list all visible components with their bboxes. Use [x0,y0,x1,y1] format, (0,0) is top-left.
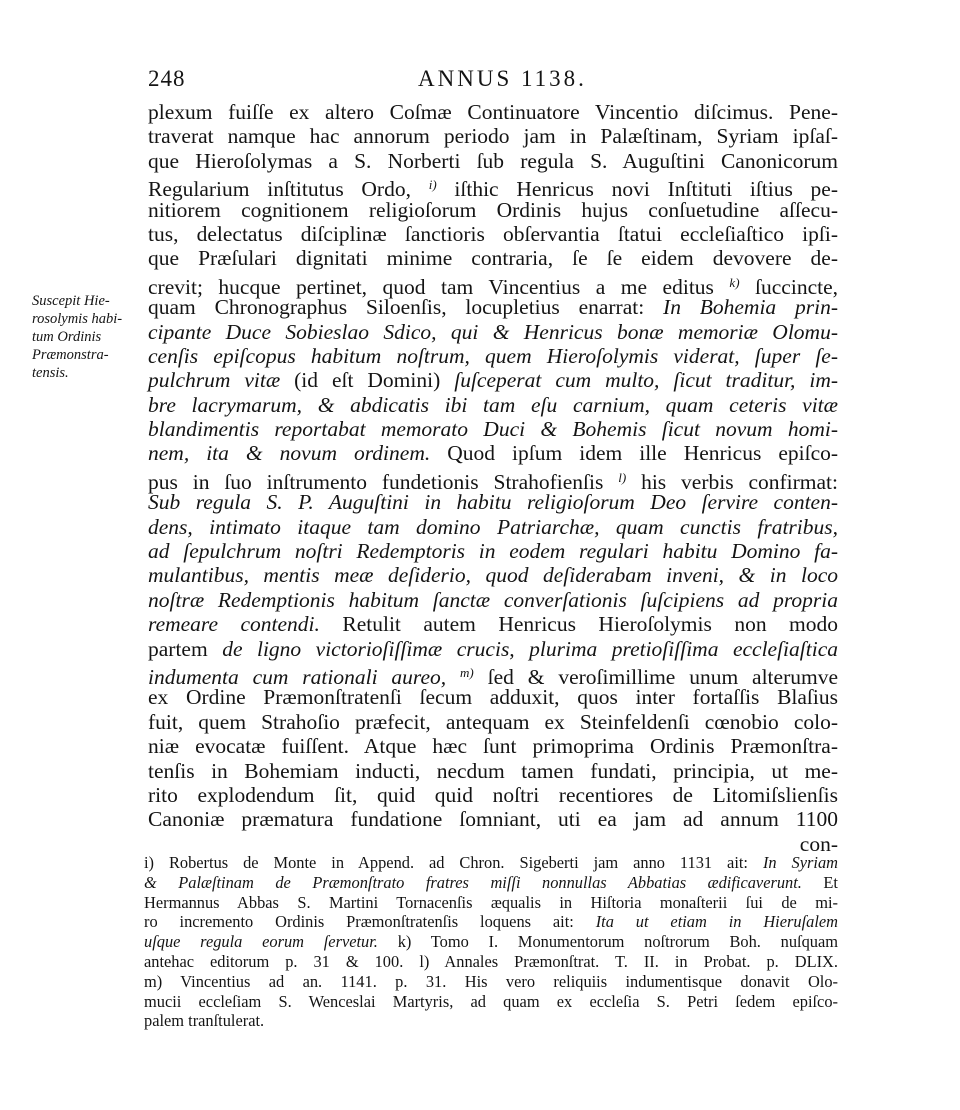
text-line: niæ evocatæ fuiſſent. Atque hæc ſunt primoprima Ordinis Præmonſtra- [148,734,838,759]
text-run: k) Tomo I. Monumentorum noſtrorum Boh. nuſquam [397,932,838,952]
running-title: ANNUS 1138. [418,66,587,91]
running-head [148,60,848,94]
text-run: iſthic Henricus novi Inſtituti iſtius pe- [454,177,839,202]
footnote-line: m) Vincentius ad an. 1141. p. 31. His vero reliquiis indumentisque donavit Olo- [144,971,838,991]
text-line: tus, delectatus diſciplinæ ſanctioris obſervantia ſtatui eccleſiaſtico ipſi- [148,221,838,246]
footnote-mark: l) [618,469,627,485]
page-number: 248 [148,66,186,91]
text-line [148,661,838,689]
quote-run: In Bohemia prin- [663,295,838,320]
text-line: traverat namque hac annorum periodo jam in Palæſtinam, Syriam ipſaſ- [148,124,838,149]
quote-run: uſque regula eorum ſervetur. [144,932,378,952]
text-run: pus in ſuo inſtrumento fundetionis Strahofienſis [148,469,604,494]
text-run: his verbis confirmat: [641,469,839,494]
margin-note-line: rosolymis habi- [32,311,123,327]
text-run: crevit; hucque pertinet, quod tam Vincentius a me editus [148,274,714,299]
footnote-line: Hermannus Abbas S. Martini Tornacenſis æqualis in Hiſtoria monaſterii ſui de mi- [144,892,838,912]
text-run: Retulit autem Henricus Hieroſolymis non modo [342,612,839,637]
text-run: partem [148,636,208,661]
text-line: cenſis epiſcopus habitum noſtrum, quem Hieroſolymis viderat, ſuper ſe- [148,343,838,368]
footnote-mark: m) [460,664,474,680]
text-line: noſtræ Redemptionis habitum ſanctæ converſationis ſuſcipiens ad propria [148,587,838,612]
text-line: que Hieroſolymas a S. Norberti ſub regula S. Auguſtini Canonicorum [148,148,838,173]
text-run: Regularium inſtitutus Ordo, [148,177,411,202]
text-line [148,295,838,319]
margin-note-line: Suscepit Hie- [32,293,110,309]
text-run: ſed & veroſimillime unum alterumve [487,664,838,689]
footnote-line [144,873,838,893]
text-run: antehac editorum p. 31 & 100. [144,951,404,971]
quote-run: de ligno victorioſiſſimæ crucis, plurima pretioſiſſima eccleſiaſtica [222,636,838,661]
text-run: Et [823,872,838,892]
text-line: fuit, quem Strahoſio præfecit, antequam ex Steinfeldenſi cœnobio colo- [148,709,838,734]
footnote-line: mucii eccleſiam S. Wenceslai Martyris, ad quam ex eccleſia S. Petri ſedem epiſco- [144,991,838,1011]
text-line [148,271,838,299]
text-run: (id eſt Domini) [294,368,441,393]
margin-note [32,292,142,382]
quote-run: remeare contendi. [148,612,320,637]
text-run: l) Annales Præmonſtrat. T. II. in Probat. p. DLIX. [419,951,838,971]
margin-note-line: tensis. [32,365,69,381]
quote-run: In Syriam [762,853,838,872]
quote-run: & Palæſtinam de Præmonſtrato fratres miſſi nonnullas Abbatias ædificaverunt. [144,872,802,892]
quote-run: Ita ut etiam in Hieruſalem [595,912,838,932]
quote-run: ſuſceperat cum multo, ſicut traditur, im- [454,368,839,393]
text-run: ſuccincte, [755,274,838,299]
text-run: i) Robertus de Monte in Append. ad Chron. Sigeberti jam anno 1131 ait: [144,853,748,872]
text-line: rito explodendum ſit, quid quid noſtri recentiores de Litomiſslienſis [148,782,838,807]
footnote-mark: k) [729,274,740,290]
footnote-line [144,912,838,932]
quote-run: nem, ita & novum ordinem. [148,441,431,466]
text-run: quam Chronographus Siloenſis, locupletius enarrat: [148,295,645,320]
text-line: plexum fuiſſe ex altero Coſmæ Continuatore Vincentio diſcimus. Pene- [148,100,838,124]
text-line [148,441,838,465]
footnote-line [144,932,838,952]
text-line: ad ſepulchrum noſtri Redemptoris in eodem regulari habitu Domino fa- [148,539,838,564]
text-line: cipante Duce Sobieslao Sdico, qui & Henricus bonæ memoriæ Olomu- [148,319,838,344]
quote-run: pulchrum vitæ [148,368,281,393]
margin-note-line: tum Ordinis [32,329,102,345]
text-line: Canoniæ præmatura fundatione ſomniant, uti ea jam ad annum 1100 [148,807,838,832]
text-line: ex Ordine Præmonſtratenſi ſecum adduxit, quos inter fortaſſis Blaſius [148,685,838,710]
footnote-mark: i) [428,177,437,193]
footnote-line: palem tranſtulerat. [144,1011,265,1031]
text-line [148,612,838,636]
text-run: Quod ipſum idem ille Henricus epiſco- [447,441,839,466]
text-run: ro incremento Ordinis Præmonſtratenſis loquens ait: [144,912,574,932]
text-line: que Præſulari dignitati minime contraria, ſe ſe eidem devovere de- [148,246,838,271]
footnote-line [144,952,838,972]
text-line: bre lacrymarum, & abdicatis ibi tam eſu carnium, quam ceteris vitæ [148,392,838,417]
quote-run: indumenta cum rationali aureo, [148,664,447,689]
text-line: nitiorem cognitionem religioſorum Ordinis hujus conſuetudine aſſecu- [148,197,838,222]
text-line: tenſis in Bohemiam inducti, necdum tamen fundati, principia, ut me- [148,758,838,783]
footnotes [144,853,838,1031]
body-text [148,100,838,856]
text-line: dens, intimato itaque tam domino Patriarchæ, quam cunctis fratribus, [148,514,838,539]
text-line [148,173,839,202]
catchword: con- [799,831,838,856]
text-line [148,368,838,392]
text-line [148,637,838,661]
text-line: blandimentis reportabat memorato Duci & Bohemis ſicut novum homi- [148,417,838,442]
footnote-line [144,853,838,873]
text-line: Sub regula S. P. Auguſtini in habitu religioſorum Deo ſervire conten- [148,490,838,515]
text-line: mulantibus, mentis meæ deſiderio, quod deſiderabam inveni, & in loco [148,563,838,588]
margin-note-line: Præmonstra- [32,347,109,363]
text-line [148,466,839,494]
